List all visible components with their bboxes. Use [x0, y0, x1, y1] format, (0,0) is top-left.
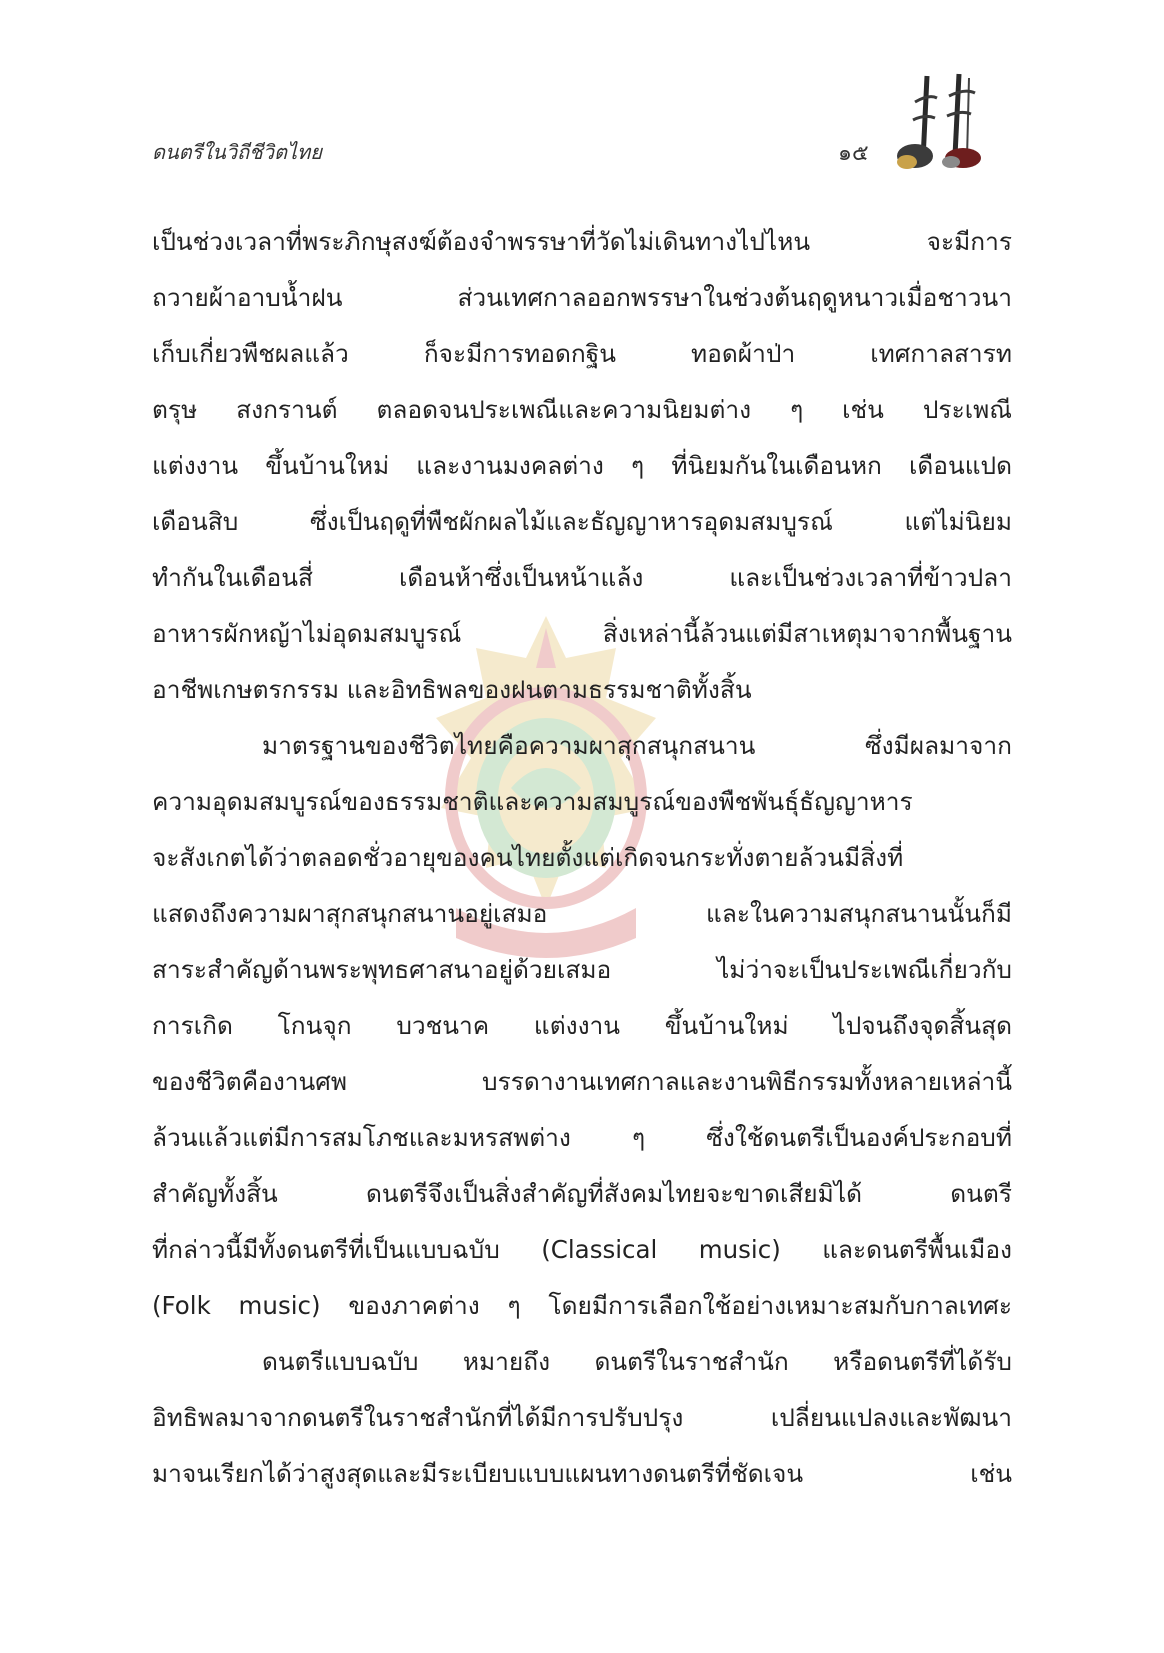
- text-line: ความอุดมสมบูรณ์ของธรรมชาติและความสมบูรณ์ของพืชพันธุ์ธัญญาหาร: [152, 787, 913, 816]
- text-line: ตรุษ สงกรานต์ ตลอดจนประเพณีและความนิยมต่าง ๆ เช่น ประเพณี: [152, 395, 1012, 424]
- text-line: (Folk music) ของภาคต่าง ๆ โดยมีการเลือกใช้อย่างเหมาะสมกับกาลเทศะ: [152, 1291, 1012, 1320]
- text-line: อิทธิพลมาจากดนตรีในราชสำนักที่ได้มีการปรับปรุง เปลี่ยนแปลงและพัฒนา: [152, 1403, 1012, 1432]
- text-line: ที่กล่าวนี้มีทั้งดนตรีที่เป็นแบบฉบับ (Classical music) และดนตรีพื้นเมือง: [152, 1235, 1012, 1264]
- thai-fiddle-icon: [893, 72, 1005, 182]
- text-line: ของชีวิตคืองานศพ บรรดางานเทศกาลและงานพิธีกรรมทั้งหลายเหล่านี้: [152, 1067, 1012, 1096]
- text-line: เก็บเกี่ยวพืชผลแล้ว ก็จะมีการทอดกฐิน ทอดผ้าป่า เทศกาลสารท: [152, 339, 1012, 368]
- text-line: สาระสำคัญด้านพระพุทธศาสนาอยู่ด้วยเสมอ ไม่ว่าจะเป็นประเพณีเกี่ยวกับ: [152, 955, 1012, 984]
- text-line: การเกิด โกนจุก บวชนาค แต่งงาน ขึ้นบ้านใหม่ ไปจนถึงจุดสิ้นสุด: [152, 1011, 1012, 1040]
- text-line: แสดงถึงความผาสุกสนุกสนานอยู่เสมอ และในความสนุกสนานนั้นก็มี: [152, 899, 1012, 928]
- text-line: ถวายผ้าอาบน้ำฝน ส่วนเทศกาลออกพรรษาในช่วงต้นฤดูหนาวเมื่อชาวนา: [152, 283, 1012, 312]
- text-line: ดนตรีแบบฉบับ หมายถึง ดนตรีในราชสำนัก หรือดนตรีที่ได้รับ: [262, 1347, 1012, 1376]
- running-header-title: ดนตรีในวิถีชีวิตไทย: [152, 140, 322, 164]
- text-line: อาชีพเกษตรกรรม และอิทธิพลของฝนตามธรรมชาติทั้งสิ้น: [152, 675, 752, 704]
- text-line: อาหารผักหญ้าไม่อุดมสมบูรณ์ สิ่งเหล่านี้ล้วนแต่มีสาเหตุมาจากพื้นฐาน: [152, 619, 1012, 648]
- page-number: ๑๕: [838, 141, 869, 166]
- body-text: [152, 214, 1012, 1502]
- text-line: จะสังเกตได้ว่าตลอดชั่วอายุของคนไทยตั้งแต่เกิดจนกระทั่งตายล้วนมีสิ่งที่: [152, 843, 904, 872]
- text-line: สำคัญทั้งสิ้น ดนตรีจึงเป็นสิ่งสำคัญที่สังคมไทยจะขาดเสียมิได้ ดนตรี: [152, 1179, 1012, 1208]
- text-line: มาตรฐานของชีวิตไทยคือความผาสุกสนุกสนาน ซึ่งมีผลมาจาก: [262, 731, 1012, 760]
- text-line: แต่งงาน ขึ้นบ้านใหม่ และงานมงคลต่าง ๆ ที่นิยมกันในเดือนหก เดือนแปด: [152, 451, 1012, 480]
- text-line: เดือนสิบ ซึ่งเป็นฤดูที่พืชผักผลไม้และธัญญาหารอุดมสมบูรณ์ แต่ไม่นิยม: [152, 507, 1012, 536]
- text-line: ล้วนแล้วแต่มีการสมโภชและมหรสพต่าง ๆ ซึ่งใช้ดนตรีเป็นองค์ประกอบที่: [152, 1123, 1012, 1152]
- text-line: ทำกันในเดือนสี่ เดือนห้าซึ่งเป็นหน้าแล้ง และเป็นช่วงเวลาที่ข้าวปลา: [152, 563, 1012, 592]
- text-line: มาจนเรียกได้ว่าสูงสุดและมีระเบียบแบบแผนทางดนตรีที่ชัดเจน เช่น: [152, 1459, 1012, 1488]
- text-line: เป็นช่วงเวลาที่พระภิกษุสงฆ์ต้องจำพรรษาที่วัดไม่เดินทางไปไหน จะมีการ: [152, 227, 1012, 256]
